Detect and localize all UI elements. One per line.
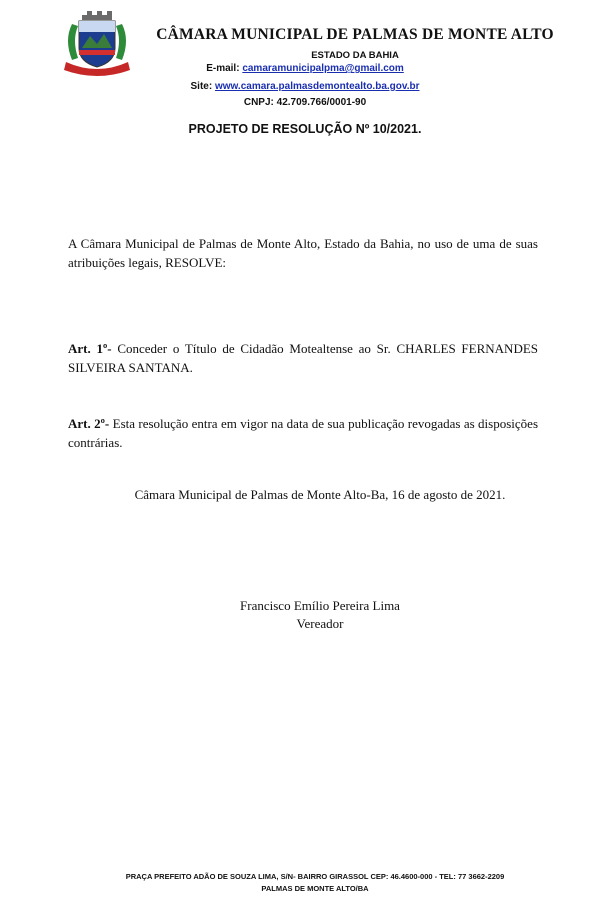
article-1-text: Conceder o Título de Cidadão Motealtense ao Sr. CHARLES FERNANDES SILVEIRA SANTANA.	[68, 341, 539, 375]
intro-paragraph: A Câmara Municipal de Palmas de Monte Alto, Estado da Bahia, no uso de uma de suas atribuições legais, RESOLVE:	[68, 236, 538, 270]
site-link[interactable]: www.camara.palmasdemontealto.ba.gov.br	[214, 81, 420, 92]
article-2	[68, 414, 538, 452]
footer-line-1: PRAÇA PREFEITO ADÃO DE SOUZA LIMA, S/N- BAIRRO GIRASSOL CEP: 46.4600-000 - TEL: 77 3662-2209	[125, 872, 505, 881]
article-1	[68, 339, 538, 377]
email-label: E-mail:	[206, 63, 240, 74]
cnpj-line: CNPJ: 42.709.766/0001-90	[243, 97, 367, 108]
article-2-text: Esta resolução entra em vigor na data de sua publicação revogadas as disposições contrárias.	[68, 416, 539, 450]
header	[150, 26, 560, 61]
article-2-label: Art. 2º-	[68, 416, 110, 431]
footer-line-2: PALMAS DE MONTE ALTO/BA	[261, 884, 369, 893]
email-line	[0, 63, 610, 74]
document-title: PROJETO DE RESOLUÇÃO Nº 10/2021.	[188, 122, 422, 136]
chamber-name: CÂMARA MUNICIPAL DE PALMAS DE MONTE ALTO	[156, 26, 554, 43]
state-name: ESTADO DA BAHIA	[311, 50, 399, 61]
site-label: Site:	[190, 81, 213, 92]
signer-role: Vereador	[296, 616, 344, 631]
footer-address	[0, 871, 610, 895]
email-link[interactable]: camaramunicipalpma@gmail.com	[242, 63, 404, 74]
signer-name: Francisco Emílio Pereira Lima	[240, 598, 400, 613]
site-line	[0, 81, 610, 92]
article-1-label: Art. 1º-	[68, 341, 112, 356]
place-date: Câmara Municipal de Palmas de Monte Alto-Ba, 16 de agosto de 2021.	[134, 487, 506, 502]
